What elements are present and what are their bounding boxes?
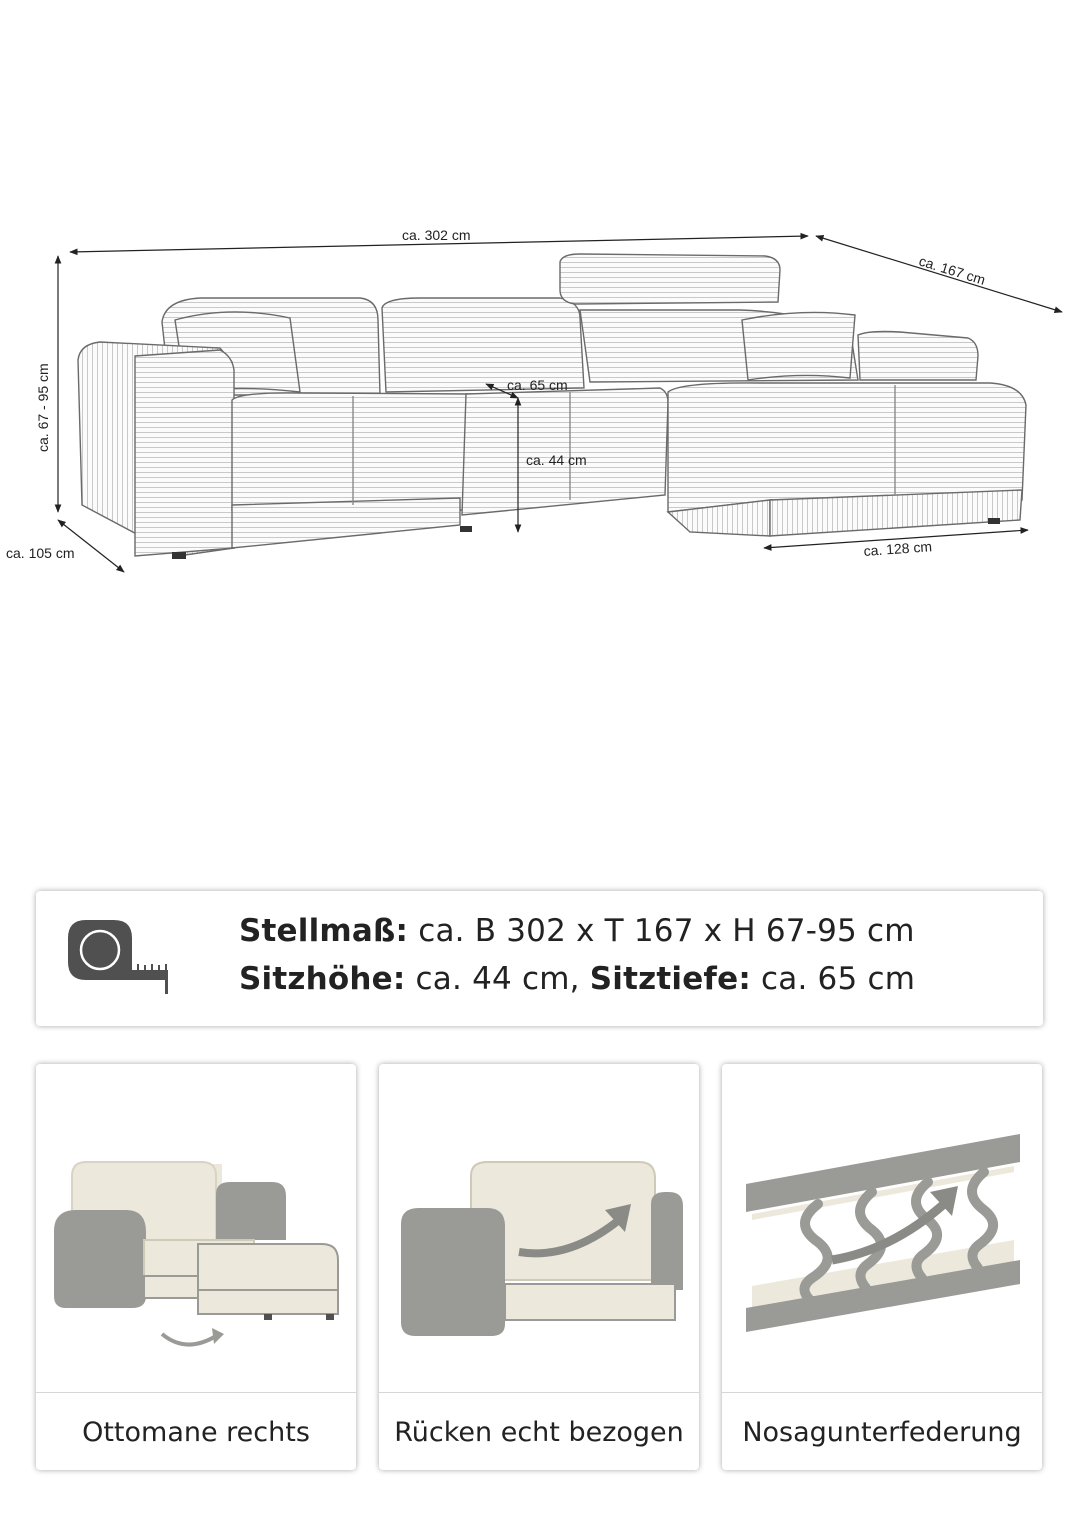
feature-card-nosag bbox=[722, 1064, 1042, 1470]
nosag-spring-icon bbox=[722, 1064, 1042, 1392]
sitztiefe-label: Sitztiefe: bbox=[589, 961, 751, 997]
divider bbox=[722, 1392, 1042, 1393]
dimensions-info-card bbox=[36, 891, 1043, 1026]
dim-height-label: ca. 67 - 95 cm bbox=[35, 363, 51, 452]
feature-caption: Rücken echt bezogen bbox=[394, 1416, 684, 1448]
divider bbox=[36, 1392, 356, 1393]
sofa-body bbox=[78, 254, 1026, 559]
feature-caption: Nosagunterfederung bbox=[742, 1416, 1022, 1448]
spec-line-seat bbox=[239, 961, 915, 997]
sitztiefe-value: ca. 65 cm bbox=[750, 961, 916, 997]
feature-card-back bbox=[379, 1064, 699, 1470]
divider bbox=[379, 1392, 699, 1393]
sitzhoehe-value: ca. 44 cm, bbox=[405, 961, 590, 997]
sitzhoehe-label: Sitzhöhe: bbox=[239, 961, 406, 997]
feature-caption: Ottomane rechts bbox=[82, 1416, 310, 1448]
stellmass-label: Stellmaß: bbox=[239, 913, 409, 949]
feature-card-ottoman bbox=[36, 1064, 356, 1470]
spec-line-stellmass bbox=[239, 913, 915, 949]
dim-width-label: ca. 302 cm bbox=[402, 227, 471, 243]
dim-depth-right-label: ca. 167 cm bbox=[917, 252, 988, 288]
sofa-dimension-drawing bbox=[0, 0, 1080, 600]
dim-ottoman-width-label: ca. 128 cm bbox=[863, 538, 933, 559]
stellmass-value: ca. B 302 x T 167 x H 67-95 cm bbox=[408, 913, 915, 949]
measuring-tape-icon bbox=[66, 918, 172, 1002]
ottoman-right-icon bbox=[36, 1064, 356, 1392]
dim-seat-height-label: ca. 44 cm bbox=[526, 452, 587, 468]
dim-seat-depth-label: ca. 65 cm bbox=[507, 377, 568, 393]
dim-depth-left-label: ca. 105 cm bbox=[6, 545, 75, 561]
upholstered-back-icon bbox=[379, 1064, 699, 1392]
